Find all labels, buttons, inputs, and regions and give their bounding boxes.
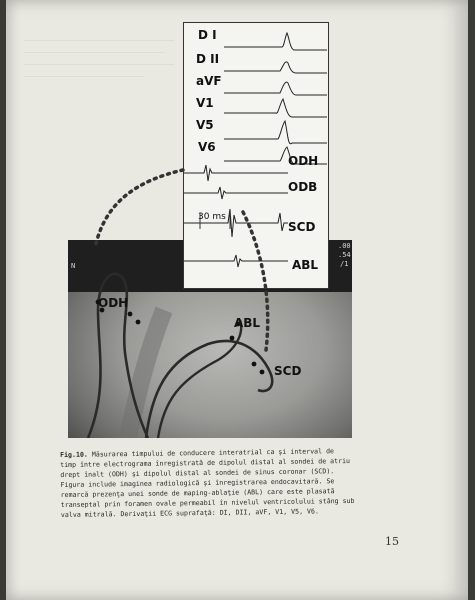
caption-line-6: valva mitrală. Derivaţii ECG suprafaţă: DI, DII, aVF, V1, V5, V6. (60, 507, 319, 519)
ecg-label-abl: ABL (292, 258, 319, 272)
ecg-lead-v6: V6 (198, 140, 216, 154)
fluoro-label-abl: ABL (234, 316, 261, 330)
fluoro-overlay-left: N (71, 262, 76, 270)
figure-label: Fig.10. (60, 450, 88, 459)
ecg-lead-avf: aVF (196, 74, 222, 88)
ecg-lead-di: D I (198, 28, 217, 42)
caption-line-2: drept înalt (ODH) şi dipolul distal al sondei de sinus coronar (SCD). (60, 467, 335, 479)
ecg-label-odh: ODH (288, 154, 319, 168)
page-number: 15 (385, 535, 399, 548)
figure-caption (60, 446, 361, 520)
ecg-lead-v5: V5 (196, 118, 214, 132)
caption-line-5: transeptal prin foramen ovale permeabil în nivelul ventricolului stâng sub (60, 496, 355, 509)
interval-marker-label: 30 ms (198, 212, 226, 222)
fluoro-overlay-right-2: /1 (340, 260, 349, 268)
ecg-lead-v1: V1 (196, 96, 214, 110)
ecg-label-scd: SCD (288, 220, 316, 234)
fluoro-label-scd: SCD (274, 364, 302, 378)
fluoro-label-odh: ODH (98, 296, 129, 310)
ecg-lead-dii: D II (196, 52, 220, 66)
caption-line-4: remarcă prezenţa unei sonde de maping-ablaţie (ABL) care este plasată (60, 487, 335, 499)
caption-line-3: Figura include imaginea radiologică şi înregistrarea endocavitară. Se (60, 477, 335, 489)
ecg-label-odb: ODB (288, 180, 318, 194)
caption-line-1: timp între electrograma înregistrată de dipolul distal al sondei de atriu (60, 456, 351, 469)
caption-line-0: Fig.10. Măsurarea timpului de conducere interatrial ca şi interval de (60, 447, 335, 459)
fluoro-overlay-right-1: .54 (338, 251, 351, 259)
fluoro-overlay-right-0: .00 (338, 242, 351, 250)
